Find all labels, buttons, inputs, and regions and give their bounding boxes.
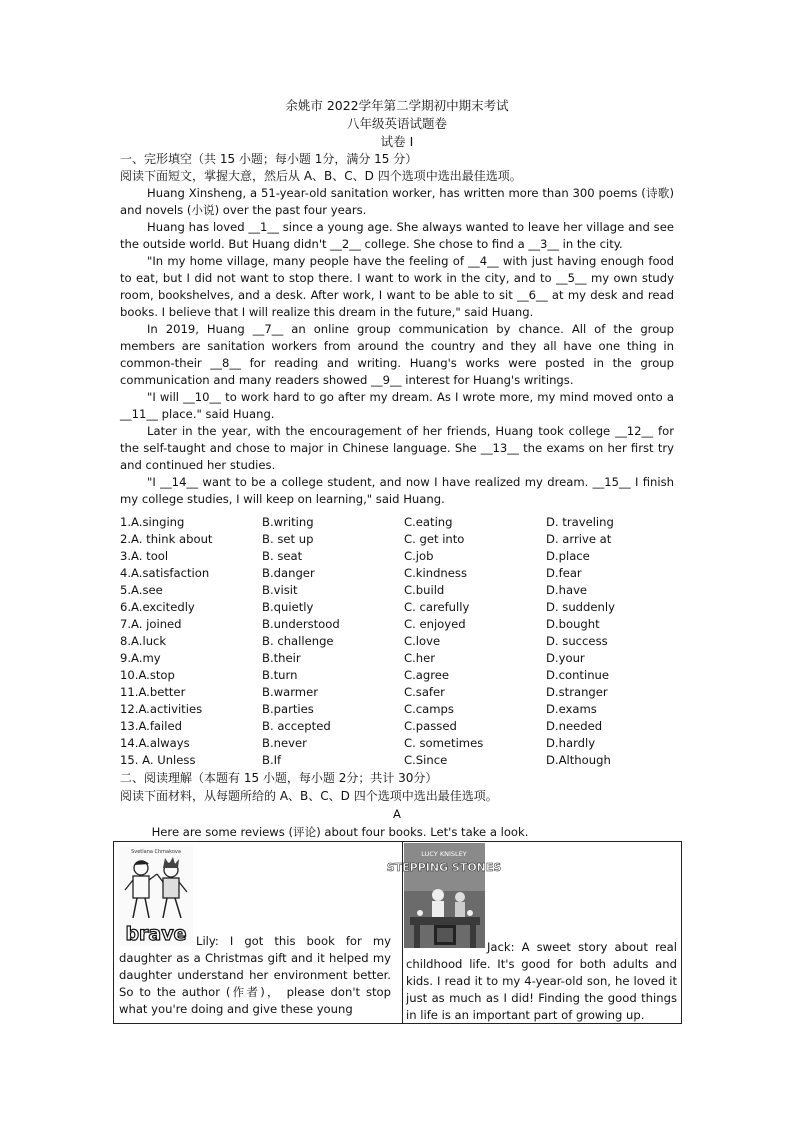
option-a: 10.A.stop [120, 668, 175, 682]
option-b: B.turn [262, 668, 298, 682]
cover-title: STEPPING STONES [386, 861, 502, 874]
cover-author: Svetlana Chmakova [131, 849, 181, 855]
part-label: 试卷 I [380, 134, 414, 149]
option-row [120, 735, 680, 752]
section1 [120, 151, 674, 508]
option-a: 7.A. joined [120, 617, 182, 631]
option-a: 11.A.better [120, 685, 186, 699]
option-c: C.kindness [404, 566, 467, 580]
option-d: D.continue [546, 668, 610, 682]
option-d: D.place [546, 549, 590, 563]
passage-paragraph: Later in the year, with the encouragement of her friends, Huang took college __12__ for the self-taught and chose to major in Chinese language. She __13__ the exams on her first try and continued her studies. [120, 424, 674, 472]
option-c: C. get into [404, 532, 465, 546]
option-a: 6.A.excitedly [120, 600, 195, 614]
option-d: D.your [546, 651, 585, 665]
option-b: B.understood [262, 617, 340, 631]
option-b: B.danger [262, 566, 315, 580]
option-c: C.safer [404, 685, 445, 699]
option-d: D.have [546, 583, 588, 597]
cover-title: brave [125, 923, 187, 945]
option-b: B.quietly [262, 600, 314, 614]
option-d: D.needed [546, 719, 603, 733]
review-lily-text: Lily: I got this book for my daughter as a Christmas gift and it helped my daughter understand her environment better. So to the author (作者)， please don't stop what you're doing and give these young [119, 934, 391, 1016]
option-a: 4.A.satisfaction [120, 566, 210, 580]
option-b: B. set up [262, 532, 314, 546]
option-c: C.build [404, 583, 445, 597]
option-c: C.Since [404, 753, 448, 767]
review-jack-text: Jack: A sweet story about real childhood life. It's good for both adults and kids. I read it to my 4-year-old son, he loved it just as much as I did! Finding the good things in life is an important part of growing up. [406, 940, 677, 1022]
option-a: 15. A. Unless [120, 753, 196, 767]
paper-title: 八年级英语试题卷 [346, 116, 447, 131]
option-row [120, 582, 680, 599]
reviews-table [113, 841, 682, 1024]
option-a: 8.A.luck [120, 634, 167, 648]
option-d: D.Although [546, 753, 611, 767]
option-b: B.If [262, 753, 282, 767]
option-d: D.hardly [546, 736, 596, 750]
option-c: C.her [404, 651, 436, 665]
option-c: C.love [404, 634, 441, 648]
option-a: 3.A. tool [120, 549, 169, 563]
stepping-stones-cover-image [386, 843, 502, 948]
option-row [120, 514, 680, 531]
option-row [120, 548, 680, 565]
option-d: D. arrive at [546, 532, 612, 546]
option-a: 12.A.activities [120, 702, 203, 716]
option-c: C.eating [404, 515, 453, 529]
option-d: D.bought [546, 617, 600, 631]
option-c: C. sometimes [404, 736, 484, 750]
option-d: D. suddenly [546, 600, 615, 614]
option-b: B.writing [262, 515, 314, 529]
option-b: B.their [262, 651, 301, 665]
option-b: B. challenge [262, 634, 334, 648]
option-d: D. traveling [546, 515, 614, 529]
option-row [120, 650, 680, 667]
option-a: 5.A.see [120, 583, 163, 597]
option-a: 14.A.always [120, 736, 190, 750]
option-row [120, 616, 680, 633]
option-b: B. accepted [262, 719, 331, 733]
passage-paragraph: "I will __10__ to work hard to go after my dream. As I wrote more, my mind moved onto a __11__ place." said Huang. [120, 390, 674, 421]
option-row [120, 701, 680, 718]
review-cell-jack [386, 842, 682, 1024]
option-b: B.parties [262, 702, 314, 716]
section2-heading: 二、阅读理解（本题有 15 小题，每小题 2分；共计 30分） [120, 771, 438, 785]
option-b: B.never [262, 736, 307, 750]
exam-title: 余姚市 2022学年第二学期初中期末考试 [285, 98, 509, 113]
option-c: C.passed [404, 719, 457, 733]
option-c: C. carefully [404, 600, 470, 614]
option-row [120, 565, 680, 582]
option-c: C.camps [404, 702, 454, 716]
option-d: D.fear [546, 566, 582, 580]
section1-heading: 一、完形填空（共 15 小题；每小题 1分，满分 15 分） [120, 152, 418, 166]
review-cell-lily [114, 842, 403, 1024]
option-c: C.job [404, 549, 434, 563]
option-b: B. seat [262, 549, 303, 563]
passage-paragraph: "In my home village, many people have the feeling of __4__ with just having enough food to eat, but I did not want to stop there. I want to work in the city, and to __5__ my own study room, bookshelves, and a desk. After work, I want to be able to sit __6__ at my desk and read books. I believe that I will realize this dream in the future," said Huang. [120, 254, 674, 319]
option-d: D. success [546, 634, 608, 648]
section2-instruction: 阅读下面材料，从每题所给的 A、B、C、D 四个选项中选出最佳选项。 [120, 789, 498, 803]
option-row [120, 599, 680, 616]
option-row [120, 633, 680, 650]
option-row [120, 684, 680, 701]
passage-paragraph: In 2019, Huang __7__ an online group communication by chance. All of the group members are sanitation workers from around the country and they all have one thing in common-their __8__ for reading and writing. Huang's works were posted in the group communication and many readers showed __9__ interest for Huang's writings. [120, 322, 674, 387]
cover-author: LUCY KNISLEY [421, 850, 467, 858]
option-b: B.warmer [262, 685, 318, 699]
option-a: 13.A.failed [120, 719, 182, 733]
passage-paragraph: Huang has loved __1__ since a young age. She always wanted to leave her village and see the outside world. But Huang didn't __2__ college. She chose to find a __3__ in the city. [120, 220, 674, 251]
option-d: D.exams [546, 702, 597, 716]
passage-paragraph: Huang Xinsheng, a 51-year-old sanitation worker, has written more than 300 poems (诗歌) and novels (小说) over the past four years. [120, 186, 674, 217]
options-table [120, 514, 680, 769]
option-c: C. enjoyed [404, 617, 466, 631]
brave-cover-image [119, 846, 193, 946]
option-a: 1.A.singing [120, 515, 185, 529]
option-a: 2.A. think about [120, 532, 213, 546]
option-row [120, 667, 680, 684]
option-row [120, 718, 680, 735]
passage-label: A [393, 807, 401, 821]
option-d: D.stranger [546, 685, 608, 699]
option-b: B.visit [262, 583, 298, 597]
option-row [120, 531, 680, 548]
option-a: 9.A.my [120, 651, 161, 665]
option-c: C.agree [404, 668, 450, 682]
passage-paragraph: "I __14__ want to be a college student, and now I have realized my dream. __15__ I finish my college studies, I will keep on learning," said Huang. [120, 475, 674, 506]
passage-intro: Here are some reviews (评论) about four books. Let's take a look. [151, 825, 529, 839]
option-row [120, 752, 680, 769]
section1-instruction: 阅读下面短文，掌握大意，然后从 A、B、C、D 四个选项中选出最佳选项。 [120, 169, 522, 183]
